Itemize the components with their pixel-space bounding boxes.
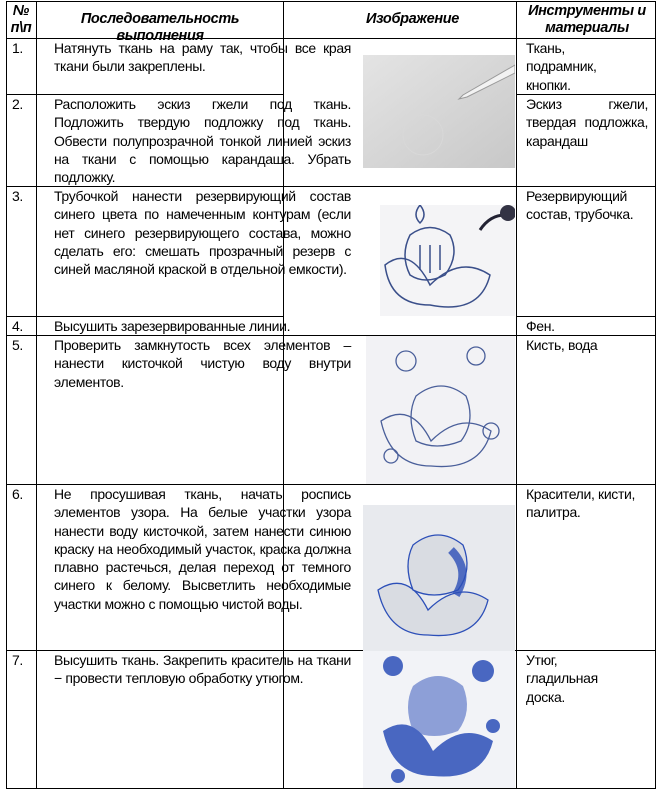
row-tools: Резервирующий состав, трубочка. bbox=[526, 188, 634, 223]
row-text: Высушить зарезервированные линии. bbox=[54, 318, 291, 334]
reserve-outline-photo bbox=[380, 205, 515, 316]
table-border bbox=[655, 1, 656, 789]
row-tools: Утюг, гладильная доска. bbox=[526, 652, 598, 705]
row-number: 5. bbox=[12, 337, 23, 353]
row-text: Расположить эскиз гжели под ткань. Подложить твердую подложку под ткань. Обвести полупрозрачной тонкой линией эскиз на ткани с помощью карандаша. Убрать подложку. bbox=[54, 96, 351, 186]
row-number: 2. bbox=[12, 96, 23, 112]
column-divider bbox=[516, 1, 517, 789]
pattern-outline-photo bbox=[366, 336, 515, 484]
finished-painting-photo bbox=[363, 651, 515, 788]
row-tools: Ткань, подрамник, кнопки. bbox=[526, 40, 597, 93]
row-text: Не просушивая ткань, начать роспись элементов узора. На белые участки узора нанести воду кисточкой, затем нанести синюю краску на необходимый участок, краска должна плавно растечься, делая переход от темного синего к белому. Высветлить необходимые участки можно с помощью чистой воды. bbox=[54, 486, 351, 612]
column-divider bbox=[36, 1, 37, 789]
row-tools: Кисть, вода bbox=[526, 337, 598, 353]
row-text: Трубочкой нанести резервирующий состав синего цвета по намеченным контурам (если нет синего резервирующего состава, можно сделать его: смешать прозрачный резерв с синей масляной краской в отдельной емкости). bbox=[54, 188, 351, 278]
header-number: № п\п bbox=[10, 3, 32, 36]
row-tools: Красители, кисти, палитра. bbox=[526, 486, 636, 521]
row-text: Высушить ткань. Закрепить краситель на ткани − провести тепловую обработку утюгом. bbox=[54, 652, 351, 687]
table-border bbox=[6, 788, 656, 789]
row-divider bbox=[6, 1, 656, 2]
row-number: 1. bbox=[12, 40, 23, 56]
row-tools: Эскиз гжели, твердая подложка, карандаш bbox=[526, 96, 648, 149]
row-text: Проверить замкнутость всех элементов – нанести кисточкой чистую воду внутри элементов. bbox=[54, 337, 351, 390]
header-tools: Инструменты и материалы bbox=[528, 3, 646, 36]
row-tools: Фен. bbox=[526, 318, 555, 334]
row-text: Натянуть ткань на раму так, чтобы все края ткани были закреплены. bbox=[54, 40, 351, 75]
row-number: 6. bbox=[12, 486, 23, 502]
row-number: 7. bbox=[12, 652, 23, 668]
header-image: Изображение bbox=[366, 11, 459, 27]
row-number: 3. bbox=[12, 188, 23, 204]
fabric-pencil-photo bbox=[363, 55, 515, 168]
row-number: 4. bbox=[12, 318, 23, 334]
header-sequence: Последовательность выполнения bbox=[80, 11, 240, 44]
painting-progress-photo bbox=[363, 505, 515, 668]
table-border bbox=[6, 1, 7, 789]
